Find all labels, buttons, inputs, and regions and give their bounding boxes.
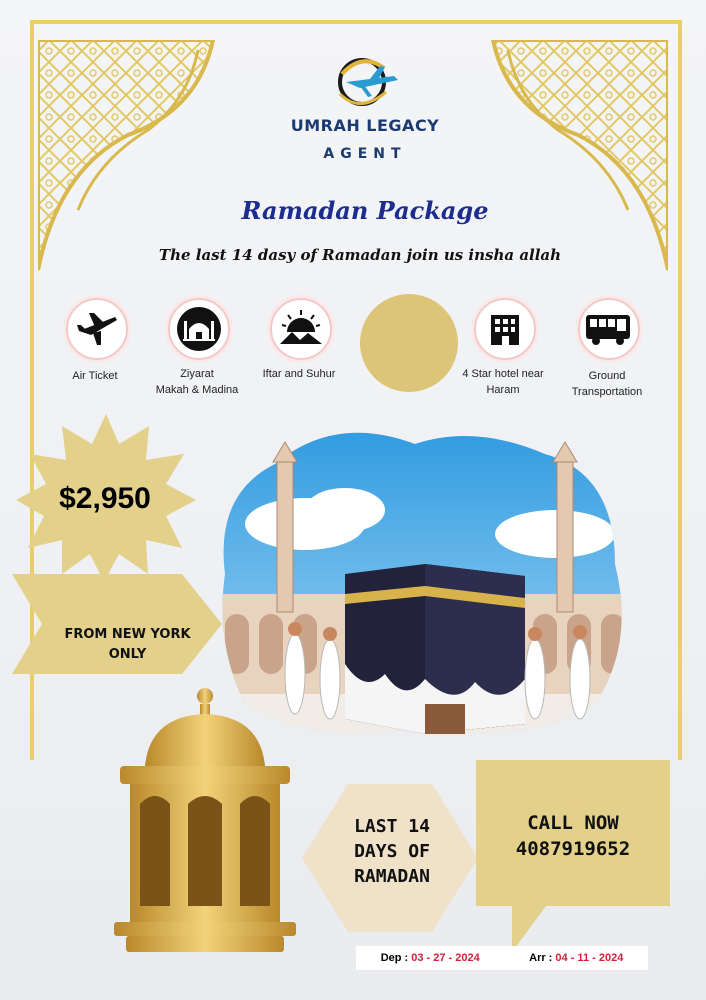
arrival-value: 04 - 11 - 2024	[555, 952, 624, 964]
airplane-icon	[75, 307, 119, 351]
departure-label: Dep :	[380, 952, 409, 964]
feature-hotel	[474, 298, 536, 360]
last-days-line: RAMADAN	[354, 866, 430, 887]
frame-top-line	[30, 20, 682, 24]
feature-air-ticket	[66, 298, 128, 360]
hotel-icon	[485, 309, 525, 349]
origin-text	[40, 625, 215, 665]
travel-dates-bar	[356, 946, 648, 970]
feature-transportation	[578, 298, 640, 360]
lattice-ornament-right	[488, 40, 668, 280]
last-days-text	[312, 814, 472, 889]
origin-line: FROM NEW YORK	[64, 627, 191, 642]
feature-label-line: Makah & Madina	[155, 384, 239, 396]
feature-label-text: Iftar and Suhur	[262, 368, 336, 380]
departure-date	[381, 952, 480, 964]
brand-subtitle: AGENT	[323, 146, 407, 162]
feature-label-hotel	[443, 366, 563, 398]
package-tagline: The last 14 dasy of Ramadan join us insha allah	[158, 246, 562, 264]
frame-right-line	[678, 20, 682, 760]
call-now-label: CALL NOW	[527, 812, 619, 834]
last-days-line: LAST 14	[354, 816, 430, 837]
golden-lantern-illustration	[100, 686, 310, 956]
sunrise-icon	[278, 306, 324, 352]
origin-line: ONLY	[108, 647, 147, 662]
feature-label-text: Air Ticket	[72, 370, 118, 382]
brand-name: UMRAH LEGACY	[290, 116, 440, 135]
mosque-icon	[175, 305, 223, 353]
feature-label-transportation	[547, 368, 667, 400]
feature-iftar	[270, 298, 332, 360]
package-headline: Ramadan Package	[241, 196, 489, 225]
feature-label-line: Ground	[588, 370, 626, 382]
feature-label-iftar	[239, 366, 359, 382]
package-price: $2,950	[59, 482, 151, 515]
departure-value: 03 - 27 - 2024	[411, 952, 480, 964]
feature-ziyarat	[168, 298, 230, 360]
feature-label-line: Ziyarat	[180, 368, 214, 380]
feature-label-line: Haram	[486, 384, 520, 396]
brand-logo	[290, 52, 440, 114]
airplane-globe-icon	[330, 52, 400, 110]
last-days-line: DAYS OF	[354, 841, 430, 862]
arrival-date	[529, 952, 623, 964]
lattice-ornament-left	[38, 40, 218, 280]
feature-label-line: 4 Star hotel near	[462, 368, 544, 380]
feature-label-line: Transportation	[571, 386, 643, 398]
phone-number[interactable]: 4087919652	[515, 838, 631, 860]
arrival-label: Arr :	[529, 952, 553, 964]
bus-icon	[584, 309, 634, 349]
